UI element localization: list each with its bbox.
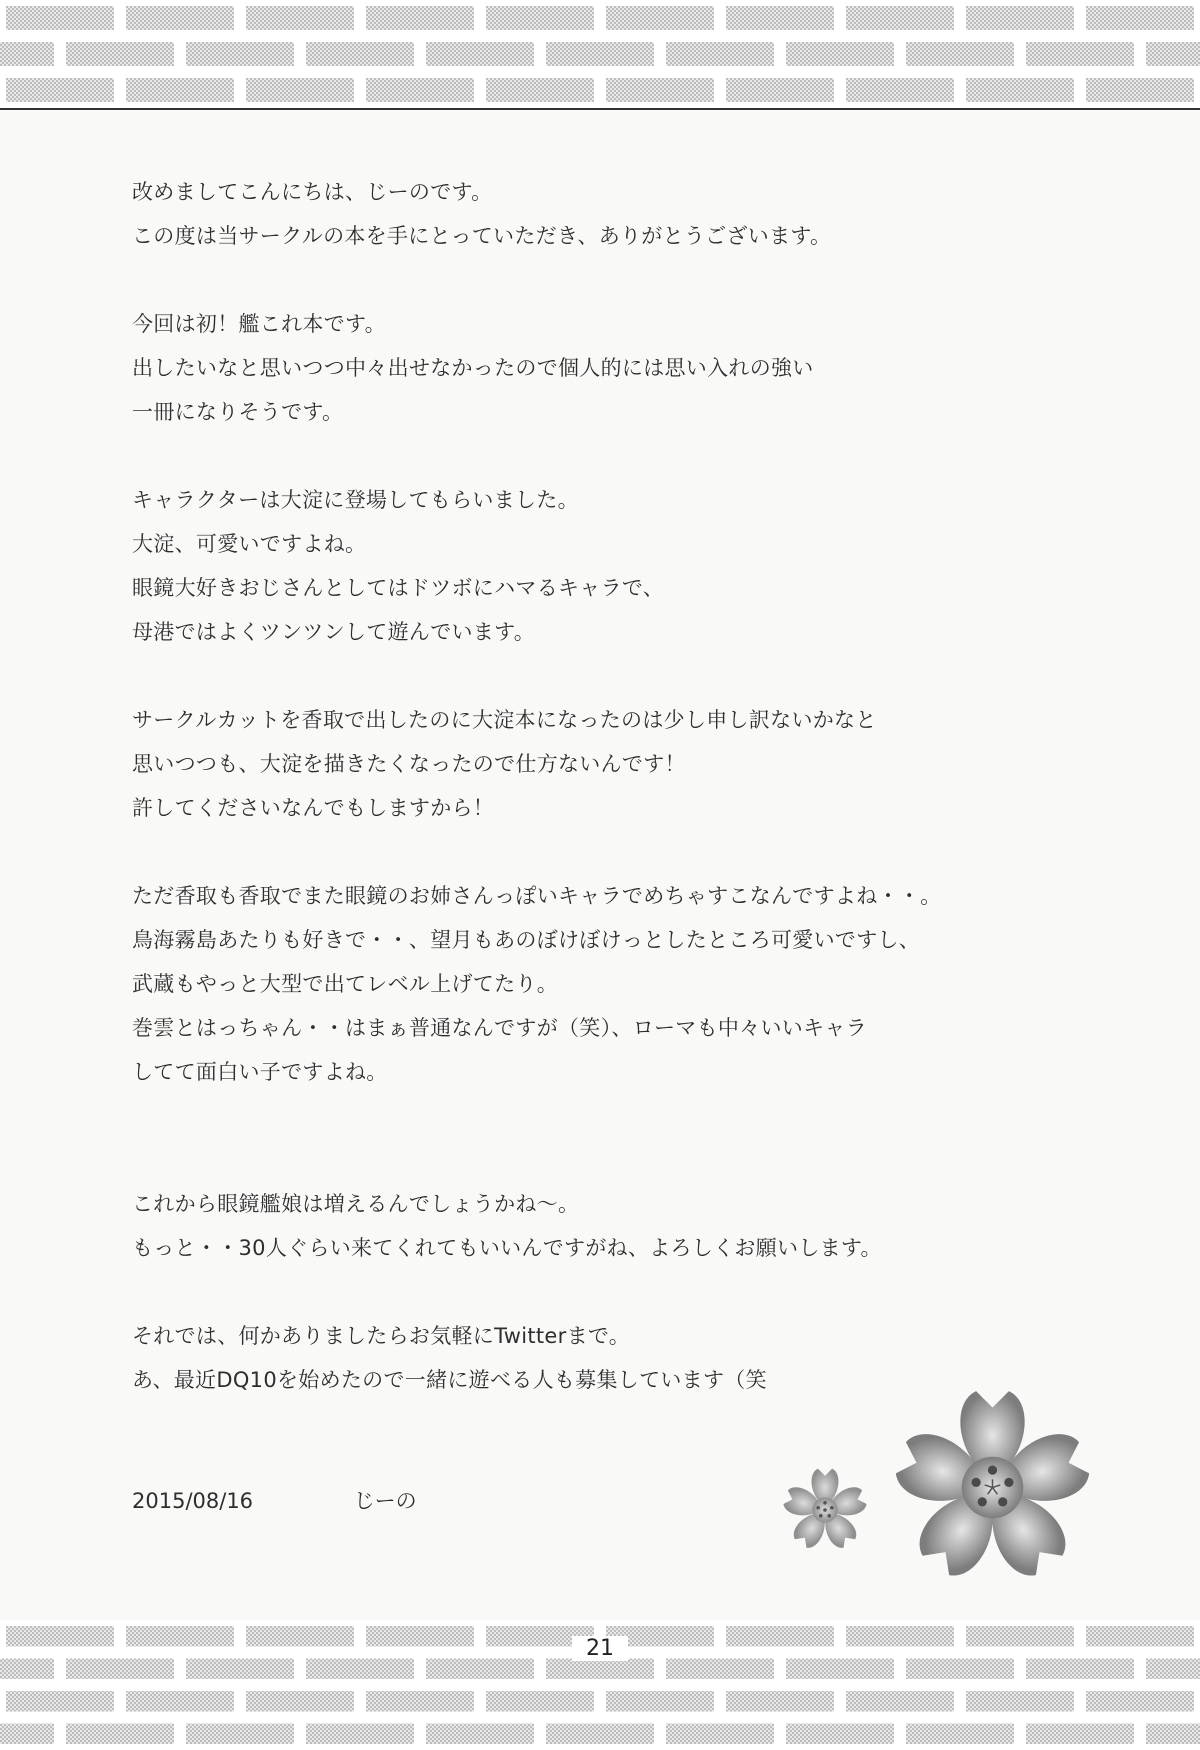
brick <box>723 3 837 33</box>
brick <box>543 1721 657 1748</box>
text-line: 武蔵もやっと大型で出てレベル上げてたり。 <box>132 972 558 996</box>
paragraph <box>132 1182 1032 1270</box>
brick <box>603 75 717 105</box>
brick <box>63 39 177 69</box>
text-line: 出したいなと思いつつ中々出せなかったので個人的には思い入れの強い <box>132 356 814 380</box>
brick <box>783 1721 897 1748</box>
text-line: 今回は初！艦これ本です。 <box>132 312 386 336</box>
brick <box>303 39 417 69</box>
brick <box>963 75 1077 105</box>
top-border-pattern <box>0 0 1200 108</box>
paragraph <box>132 698 1032 830</box>
paragraph <box>132 478 1032 654</box>
brick <box>1083 1688 1197 1715</box>
text-line: 鳥海霧島あたりも好きで・・、望月もあのぼけぼけっとしたところ可愛いですし、 <box>132 928 921 952</box>
brick <box>723 75 837 105</box>
brick <box>423 1721 537 1748</box>
brick <box>363 1688 477 1715</box>
paragraph <box>132 302 1032 434</box>
brick <box>903 39 1017 69</box>
brick <box>843 3 957 33</box>
brick <box>363 3 477 33</box>
brick <box>963 1688 1077 1715</box>
paragraph <box>132 170 1032 258</box>
brick <box>843 75 957 105</box>
text-line: 眼鏡大好きおじさんとしてはドツボにハマるキャラで、 <box>132 576 665 600</box>
brick <box>663 1721 777 1748</box>
brick <box>903 1721 1017 1748</box>
text-line: あ、最近DQ10を始めたので一緒に遊べる人も募集しています（笑 <box>132 1368 767 1392</box>
brick <box>1143 39 1200 69</box>
text-line: してて面白い子ですよね。 <box>132 1060 388 1084</box>
text-line: キャラクターは大淀に登場してもらいました。 <box>132 488 579 512</box>
text-line: 許してくださいなんでもしますから！ <box>132 796 495 820</box>
text-line: ただ香取も香取でまた眼鏡のお姉さんっぽいキャラでめちゃすこなんですよね・・。 <box>132 884 942 908</box>
brick <box>603 3 717 33</box>
brick <box>3 3 117 33</box>
brick <box>123 75 237 105</box>
brick <box>3 1688 117 1715</box>
brick <box>723 1688 837 1715</box>
brick <box>63 1721 177 1748</box>
paragraph <box>132 874 1032 1094</box>
content-area <box>0 110 1200 1620</box>
afterword-text <box>132 170 1032 1446</box>
text-line: 一冊になりそうです。 <box>132 400 344 424</box>
brick <box>663 39 777 69</box>
page-number <box>0 1636 1200 1661</box>
text-line: 思いつつも、大淀を描きたくなったので仕方ないんです！ <box>132 752 686 776</box>
brick <box>1023 1721 1137 1748</box>
brick <box>423 39 537 69</box>
signature-name: じーの <box>353 1489 417 1513</box>
brick <box>483 3 597 33</box>
text-line: サークルカットを香取で出したのに大淀本になったのは少し申し訳ないかなと <box>132 708 877 732</box>
brick <box>1023 39 1137 69</box>
brick <box>1083 75 1197 105</box>
text-line: それでは、何かありましたらお気軽にTwitterまで。 <box>132 1324 631 1348</box>
brick <box>0 1721 57 1748</box>
brick <box>363 75 477 105</box>
brick <box>3 75 117 105</box>
brick <box>243 75 357 105</box>
brick <box>183 39 297 69</box>
cherry-blossom-icon <box>890 1385 1095 1590</box>
brick <box>243 3 357 33</box>
cherry-blossom-icon <box>780 1465 870 1555</box>
brick <box>543 39 657 69</box>
brick <box>483 75 597 105</box>
brick <box>303 1721 417 1748</box>
brick <box>843 1688 957 1715</box>
text-line: 大淀、可愛いですよね。 <box>132 532 367 556</box>
brick <box>963 3 1077 33</box>
brick <box>243 1688 357 1715</box>
text-line: これから眼鏡艦娘は増えるんでしょうかね～。 <box>132 1192 580 1216</box>
brick <box>1083 3 1197 33</box>
text-line: 改めましてこんにちは、じーのです。 <box>132 180 493 204</box>
text-line: 巻雲とはっちゃん・・はまぁ普通なんですが（笑）、ローマも中々いいキャラ <box>132 1016 867 1040</box>
text-line: もっと・・30人ぐらい来てくれてもいいんですがね、よろしくお願いします。 <box>132 1236 882 1260</box>
brick <box>123 3 237 33</box>
brick <box>783 39 897 69</box>
brick <box>1143 1721 1200 1748</box>
text-line: この度は当サークルの本を手にとっていただき、ありがとうございます。 <box>132 224 832 248</box>
brick <box>183 1721 297 1748</box>
signature-date: 2015/08/16 <box>132 1489 254 1513</box>
signature <box>132 1485 417 1515</box>
brick <box>123 1688 237 1715</box>
brick <box>483 1688 597 1715</box>
text-line: 母港ではよくツンツンして遊んでいます。 <box>132 620 536 644</box>
brick <box>0 39 57 69</box>
page-number-label: 21 <box>572 1636 628 1661</box>
brick <box>603 1688 717 1715</box>
